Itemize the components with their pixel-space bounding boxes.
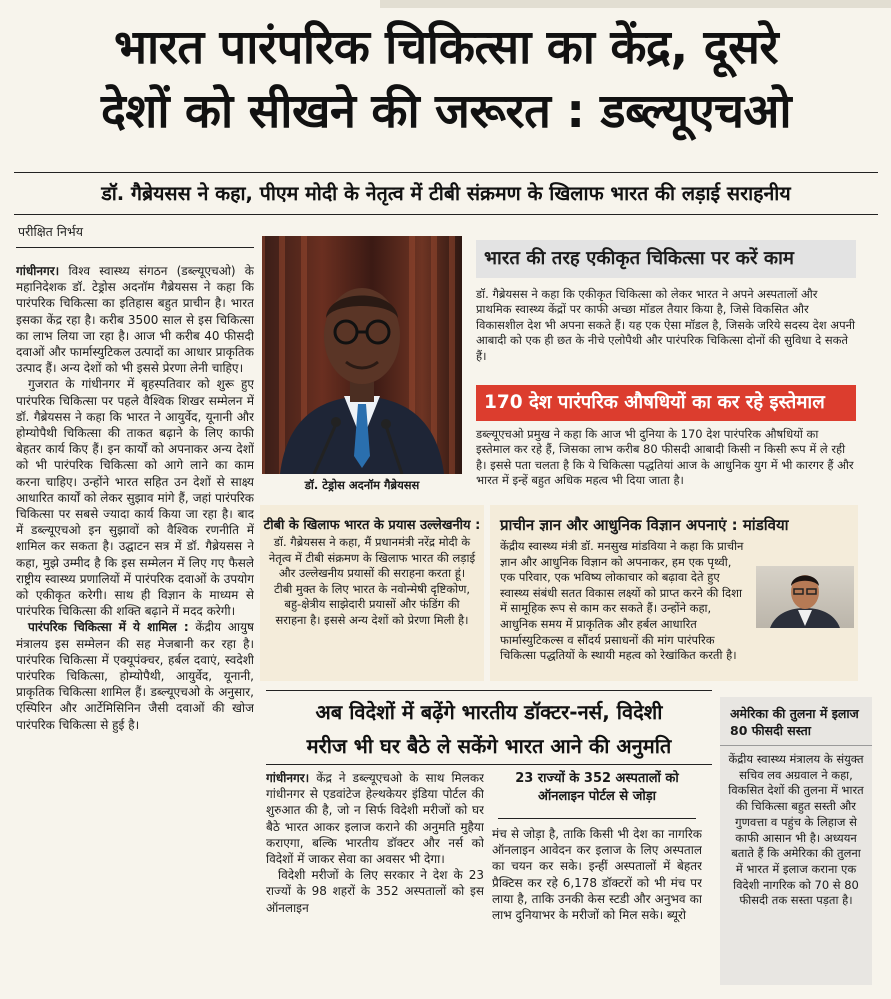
headline-line-1: भारत पारंपरिक चिकित्सा का केंद्र, दूसरे xyxy=(113,20,779,75)
photo-tedros xyxy=(262,236,462,474)
story2-paragraph: गांधीनगर। केंद्र ने डब्ल्यूएचओ के साथ मिलकर गांधीनगर से एडवांटेज हेल्थकेयर इंडिया पोर्टल की शुरुआत की है, जो न सिर्फ विदेशी मरीजों को घर बैठे भारत आकर इलाज कराने की अनुमति मुहैया कराएगा, बल्कि भारतीय डॉक्टर और नर्स को विदेशों में जाकर सेवा का अवसर भी देगा। xyxy=(266,771,484,867)
countries-box-text: डब्ल्यूएचओ प्रमुख ने कहा कि आज भी दुनिया के 170 देश पारंपरिक औषधियों का इस्तेमाल कर रहे हैं, जिसका लाभ करीब 80 फीसदी आबादी किसी न किसी रूप में ले रही है। इससे पता चलता है कि ये चिकित्सा पद्धतियां आज के आधुनिक युग में भी कारगर हैं और भारत में इन्हें बहुत अधिक महत्व भी दिया जाता है। xyxy=(476,427,854,488)
divider xyxy=(16,247,254,248)
mandaviya-box-text: केंद्रीय स्वास्थ्य मंत्री डॉ. मनसुख मांडविया ने कहा कि प्राचीन ज्ञान और आधुनिक विज्ञान को अपनाकर, हम एक पृथ्वी, एक परिवार, एक भविष्य लोकाचार को बढ़ावा देते हुए स्वास्थ्य संबंधी सतत विकास लक्ष्यों को प्राप्त करने की दिशा में सामूहिक रूप से काम कर सकते हैं। उन्होंने कहा, आधुनिक समय में प्राकृतिक और हर्बल आधारित फार्मास्युटिकल्स व सौंदर्य प्रसाधनों की मांग पारंपरिक चिकित्सा पद्धतियों के स्थायी महत्व को रेखांकित करती है। xyxy=(500,539,744,663)
tb-box-title: टीबी के खिलाफ भारत के प्रयास उल्लेखनीय : xyxy=(263,518,481,533)
inset-portrait-illustration xyxy=(756,566,854,628)
pull-quote: 23 राज्यों के 352 अस्पतालों को ऑनलाइन पोर्टल से जोड़ा xyxy=(515,771,679,804)
headline xyxy=(14,16,878,144)
tb-box xyxy=(260,505,484,681)
countries-box-title: 170 देश पारंपरिक औषधियों का कर रहे इस्तेमाल xyxy=(476,385,856,421)
tb-box-text: डॉ. गैब्रेयसस ने कहा, मैं प्रधानमंत्री नरेंद्र मोदी के नेतृत्व में टीबी संक्रमण के खिलाफ भारत की लड़ाई और उल्लेखनीय प्रयासों की सराहना करता हूं। टीबी मुक्त के लिए भारत के नवोन्मेषी दृष्टिकोण, बहु-क्षेत्रीय साझेदारी प्रयासों और फंडिंग की सराहना है। इससे अन्य देशों को प्रेरणा मिली है। xyxy=(268,535,476,627)
story2-paragraph: मंच से जोड़ा है, ताकि किसी भी देश का नागरिक ऑनलाइन आवेदन कर इलाज के लिए अस्पताल का चयन कर सके। इन्हीं अस्पतालों में बेहतर प्रैक्टिस कर रहे 6,178 डॉक्टरों को भी मंच पर लाया है, ताकि उनकी केस स्टडी और अनुभव का लाभ दुनियाभर के मरीजों को मिल सके। ब्यूरो xyxy=(492,827,702,923)
story2-column-2 xyxy=(492,826,702,986)
dateline: गांधीनगर। xyxy=(266,771,310,785)
story2-headline-line-2: मरीज भी घर बैठे ले सकेंगे भारत आने की अनुमति xyxy=(306,734,672,758)
sidebar-title: अमेरिका की तुलना में इलाज 80 फीसदी सस्ता xyxy=(720,697,872,746)
byline: परीक्षित निर्भय xyxy=(18,224,83,239)
cost-sidebar xyxy=(720,697,872,985)
integrated-box-title: भारत की तरह एकीकृत चिकित्सा पर करें काम xyxy=(476,240,856,278)
photo-caption: डॉ. टेड्रोस अदनॉम गैब्रेयसस xyxy=(304,478,420,492)
main-story-paragraph: गुजरात के गांधीनगर में बृहस्पतिवार को शुरू हुए पारंपरिक चिकित्सा पर पहले वैश्विक शिखर सम्मेलन में डॉ. गैब्रेयसस ने कहा कि भारत ने आयुर्वेद, यूनानी और होम्योपैथी चिकित्सा की ताकत बढ़ाने के लिए काफी बेहतर कार्य किए हैं। इन कार्यों को अपनाकर अन्य देशों को भी पारंपरिक चिकित्सा को आगे लाने का काम करना चाहिए। उन्होंने भारत सहित उन देशों से साक्ष्य आधारित कार्यों को लेकर सुझाव मांगे हैं, जहां पारंपरिक चिकित्सा पर सबसे ज्यादा कार्य किया जा रहा है। बाद में डब्ल्यूएचओ इन सुझावों को वैश्विक रणनीति में शामिल कर सकता है। उद्घाटन सत्र में डॉ. गैब्रेयसस ने कहा, मुझे उम्मीद है कि इस सम्मेलन में लिए गए फैसले राष्ट्रीय स्वास्थ्य प्रणालियों में पारंपरिक दवाओं के उपयोग को एकीकृत करेगी। साथ ही विज्ञान के माध्यम से पारंपरिक चिकित्सा की शक्ति बढ़ाने में मदद करेगी। xyxy=(16,377,254,619)
main-story-paragraph: गांधीनगर। विश्व स्वास्थ्य संगठन (डब्ल्यूएचओ) के महानिदेशक डॉ. टेड्रोस अदनॉम गैब्रेयसस ने कहा कि पारंपरिक चिकित्सा का इतिहास बहुत प्राचीन है। भारत इसका केंद्र रहा है। करीब 3500 साल से इस चिकित्सा का लाभ लिया जा रहा है। आज भी करीब 40 फीसदी दवाओं और फार्मास्युटिकल उत्पादों का आधार प्राकृतिक उत्पाद हैं। अन्य देशों को भी इससे प्रेरणा लेनी चाहिए। xyxy=(16,264,254,376)
dateline: गांधीनगर। xyxy=(16,264,60,278)
headline-line-2: देशों को सीखने की जरूरत : डब्ल्यूएचओ xyxy=(100,84,792,139)
photo-mandaviya xyxy=(756,566,854,628)
story2-headline xyxy=(266,695,712,763)
main-story-body xyxy=(16,263,254,987)
subsection-lead: पारंपरिक चिकित्सा में ये शामिल : xyxy=(28,620,189,635)
mandaviya-box-title: प्राचीन ज्ञान और आधुनिक विज्ञान अपनाएं : मांडविया xyxy=(500,516,789,534)
divider xyxy=(14,172,878,173)
story2-column-1 xyxy=(266,770,484,985)
subheadline: डॉ. गैब्रेयसस ने कहा, पीएम मोदी के नेतृत्व में टीबी संक्रमण के खिलाफ भारत की लड़ाई सराहनीय xyxy=(101,182,791,205)
divider xyxy=(14,214,878,215)
integrated-box-text: डॉ. गैब्रेयसस ने कहा कि एकीकृत चिकित्सा को लेकर भारत ने अपने अस्पतालों और प्राथमिक स्वास्थ्य केंद्रों पर काफी अच्छा मॉडल तैयार किया है, जिसे विकसित और विकासशील देश भी अपना सकते हैं। यह एक ऐसा मॉडल है, जिसके जरिये सदस्य देश अपनी आबादी को एक ही छत के नीचे एलोपैथी और पारंपरिक चिकित्सा दोनों की सुविधा दे सकते हैं। xyxy=(476,287,855,363)
divider xyxy=(266,764,712,765)
sidebar-text: केंद्रीय स्वास्थ्य मंत्रालय के संयुक्त सचिव लव अग्रवाल ने कहा, विकसित देशों की तुलना में भारत की चिकित्सा बहुत सस्ती और गुणवत्ता व पहुंच के लिहाज से काफी आसान भी है। अध्ययन बताते हैं कि अमेरिका की तुलना में भारत में इलाज कराना एक विदेशी नागरिक को 70 से 80 फीसदी तक सस्ता पड़ता है। xyxy=(728,752,864,908)
main-story-paragraph: पारंपरिक चिकित्सा में ये शामिल : केंद्रीय आयुष मंत्रालय इस सम्मेलन की सह मेजबानी कर रहा है। पारंपरिक चिकित्सा में एक्यूपंक्चर, हर्बल दवाएं, स्वदेशी पारंपरिक चिकित्सा, होम्योपैथी, आयुर्वेद, यूनानी, प्राकृतिक चिकित्सा शामिल हैं। डब्ल्यूएचओ के अनुसार, एस्पिरिन और आर्टेमिसिनिन जैसी दवाओं की खोज पारंपरिक चिकित्सा से हुई है। xyxy=(16,620,254,732)
story2-paragraph: विदेशी मरीजों के लिए सरकार ने देश के 23 राज्यों के 98 शहरों के 352 अस्पतालों को इस ऑनलाइन xyxy=(266,868,484,915)
portrait-illustration xyxy=(262,236,462,474)
story2-headline-line-1: अब विदेशों में बढ़ेंगे भारतीय डॉक्टर-नर्स, विदेशी xyxy=(315,700,663,724)
divider xyxy=(498,818,696,819)
top-strip xyxy=(380,0,891,8)
divider xyxy=(266,690,712,691)
